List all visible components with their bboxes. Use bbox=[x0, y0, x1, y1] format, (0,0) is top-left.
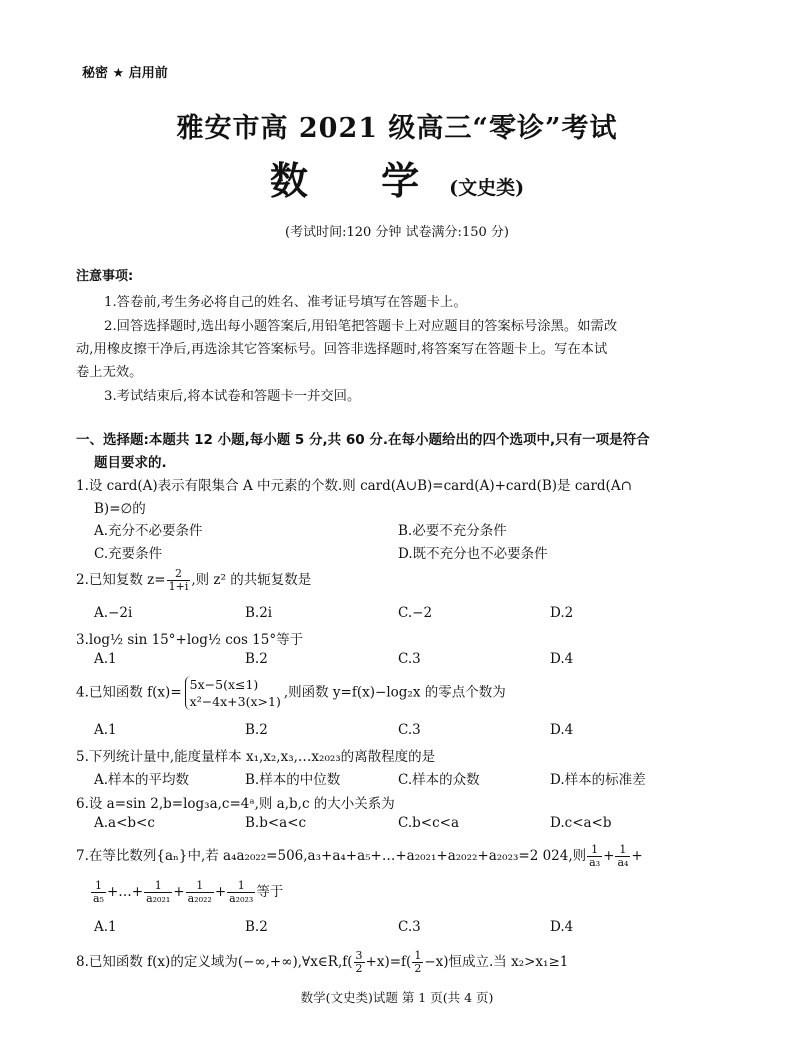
q3-option-d: D.4 bbox=[550, 651, 574, 667]
q2-stem bbox=[76, 568, 311, 593]
q2-den: 1+i bbox=[168, 580, 189, 593]
q7-plus: + bbox=[603, 848, 615, 864]
q4-post: ,则函数 y=f(x)−log₂x 的零点个数为 bbox=[283, 684, 506, 701]
subject-main: 数 学 bbox=[269, 158, 450, 203]
q7-frac-5-den: a₂₀₂₂ bbox=[187, 892, 212, 905]
q8-stem bbox=[76, 950, 568, 975]
q5-option-d: D.样本的标准差 bbox=[550, 772, 646, 788]
q7-frac-2 bbox=[615, 844, 630, 869]
q1-option-b: B.必要不充分条件 bbox=[398, 523, 507, 539]
q8-frac-2 bbox=[412, 950, 423, 975]
section1-line1: 一、选择题:本题共 12 小题,每小题 5 分,共 60 分.在每小题给出的四个选项中,只有一项是符合 bbox=[76, 432, 650, 448]
q1-stem-line1: 1.设 card(A)表示有限集合 A 中元素的个数.则 card(A∪B)=card(A)+card(B)是 card(A∩ bbox=[76, 478, 632, 494]
q7-frac-2-num: 1 bbox=[615, 844, 630, 857]
q8-frac-1-den: 2 bbox=[355, 962, 363, 975]
q2-option-d: D.2 bbox=[550, 605, 574, 621]
q8-pre: 8.已知函数 f(x)的定义域为(−∞,+∞),∀x∈R,f( bbox=[76, 954, 353, 970]
subject-heading bbox=[0, 150, 794, 205]
q4-option-a: A.1 bbox=[94, 722, 117, 738]
q7-frac-4-num: 1 bbox=[144, 880, 172, 893]
q7-option-a: A.1 bbox=[94, 919, 117, 935]
q1-option-d: D.既不充分也不必要条件 bbox=[398, 546, 548, 562]
q6-option-b: B.b<a<c bbox=[245, 815, 307, 831]
q5-option-b: B.样本的中位数 bbox=[245, 772, 341, 788]
q5-option-a: A.样本的平均数 bbox=[94, 772, 190, 788]
notice-item-1: 1.答卷前,考生务必将自己的姓名、准考证号填写在答题卡上。 bbox=[104, 295, 467, 310]
q3-stem: 3.log½ sin 15°+log½ cos 15°等于 bbox=[76, 632, 304, 648]
q7-frac-6-den: a₂₀₂₃ bbox=[229, 892, 254, 905]
q7-frac-2-den: a₄ bbox=[617, 856, 629, 869]
q7-option-c: C.3 bbox=[398, 919, 421, 935]
q2-pre: 2.已知复数 z= bbox=[76, 572, 166, 588]
q8-mid: +x)=f( bbox=[365, 954, 412, 970]
q5-option-c: C.样本的众数 bbox=[398, 772, 480, 788]
q8-post: −x)恒成立.当 x₂>x₁≥1 bbox=[424, 954, 569, 970]
notice-item-3: 3.考试结束后,将本试卷和答题卡一并交回。 bbox=[104, 389, 361, 404]
q7-plus-end: + bbox=[631, 848, 643, 864]
q8-frac-2-den: 2 bbox=[414, 962, 422, 975]
notice-item-2-line3: 卷上无效。 bbox=[76, 365, 143, 380]
q1-option-a: A.充分不必要条件 bbox=[94, 523, 203, 539]
q4-case1: 5x−5(x≤1) bbox=[189, 677, 259, 692]
q7-option-d: D.4 bbox=[550, 919, 574, 935]
notice-item-2-line1: 2.回答选择题时,选出每小题答案后,用铅笔把答题卡上对应题目的答案标号涂黑。如需改 bbox=[104, 319, 618, 334]
q8-frac-2-num: 1 bbox=[414, 949, 422, 962]
q7-mid: +…+ bbox=[106, 884, 144, 900]
q4-piecewise bbox=[185, 676, 281, 710]
q7-frac-4 bbox=[144, 880, 172, 905]
q8-frac-1 bbox=[354, 950, 365, 975]
q7-frac-5 bbox=[186, 880, 214, 905]
confidential-mark: 秘密 ★ 启用前 bbox=[82, 66, 168, 81]
subject-sub: (文史类) bbox=[449, 177, 525, 199]
q7-frac-6-num: 1 bbox=[227, 880, 255, 893]
q2-option-b: B.2i bbox=[245, 605, 273, 621]
q4-option-d: D.4 bbox=[550, 722, 574, 738]
q3-option-b: B.2 bbox=[245, 651, 268, 667]
q7-line1-text: 7.在等比数列{aₙ}中,若 a₄a₂₀₂₂=506,a₃+a₄+a₅+…+a₂₀₂₁+a₂₀₂₂+a₂₀₂₃=2 024,则 bbox=[76, 848, 587, 864]
q6-option-c: C.b<c<a bbox=[398, 815, 460, 831]
section1-line2: 题目要求的. bbox=[94, 455, 167, 471]
q7-frac-1-den: a₃ bbox=[589, 856, 601, 869]
q2-fraction bbox=[167, 568, 191, 593]
notice-heading: 注意事项: bbox=[76, 269, 134, 284]
q2-option-a: A.−2i bbox=[94, 605, 133, 621]
q7-frac-3 bbox=[91, 880, 106, 905]
q2-num: 2 bbox=[167, 568, 191, 581]
q8-frac-1-num: 3 bbox=[355, 949, 363, 962]
q4-option-c: C.3 bbox=[398, 722, 421, 738]
q7-frac-6 bbox=[227, 880, 255, 905]
q7-frac-4-den: a₂₀₂₁ bbox=[146, 892, 171, 905]
page-footer: 数学(文史类)试题 第 1 页(共 4 页) bbox=[300, 990, 494, 1005]
q4-stem bbox=[76, 676, 506, 710]
q2-post: ,则 z² 的共轭复数是 bbox=[191, 572, 312, 588]
q7-frac-1-num: 1 bbox=[587, 844, 602, 857]
q4-option-b: B.2 bbox=[245, 722, 268, 738]
q3-option-c: C.3 bbox=[398, 651, 421, 667]
q1-stem-line2: B)=∅的 bbox=[94, 501, 146, 517]
q7-frac-3-num: 1 bbox=[91, 880, 106, 893]
q7-frac-3-den: a₅ bbox=[93, 892, 104, 905]
q7-stem-line2: $\frac{1}{\text{a₅}}$ +…+ $\frac{1}{\text{a₂₀₂₁}}$ + $\frac{1}{\text{a₂₀₂₂}}$ + $\frac{1}{\text{a₂₀₂₃}}$ 等于 bbox=[93, 879, 284, 905]
q2-option-c: C.−2 bbox=[398, 605, 433, 621]
q7-stem-line1 bbox=[76, 844, 643, 869]
q1-option-c: C.充要条件 bbox=[94, 546, 163, 562]
q7-post: 等于 bbox=[256, 884, 284, 900]
q7-frac-5-num: 1 bbox=[186, 880, 214, 893]
q4-pre: 4.已知函数 f(x)= bbox=[76, 684, 182, 701]
q3-option-a: A.1 bbox=[94, 651, 117, 667]
notice-item-2-line2: 动,用橡皮擦干净后,再选涂其它答案标号。回答非选择题时,将答案写在答题卡上。写在本试 bbox=[76, 342, 608, 357]
q4-case2: x²−4x+3(x>1) bbox=[189, 694, 281, 709]
q7-frac-1 bbox=[587, 844, 602, 869]
exam-time-info: (考试时间:120 分钟 试卷满分:150 分) bbox=[285, 225, 509, 240]
q5-stem: 5.下列统计量中,能度量样本 x₁,x₂,x₃,…x₂₀₂₃的离散程度的是 bbox=[76, 749, 436, 765]
q6-stem: 6.设 a=sin 2,b=log₃a,c=4ᵃ,则 a,b,c 的大小关系为 bbox=[76, 796, 395, 812]
q7-option-b: B.2 bbox=[245, 919, 268, 935]
q6-option-d: D.c<a<b bbox=[550, 815, 612, 831]
exam-title: 雅安市高 2021 级高三“零诊”考试 bbox=[176, 113, 618, 144]
q6-option-a: A.a<b<c bbox=[94, 815, 155, 831]
